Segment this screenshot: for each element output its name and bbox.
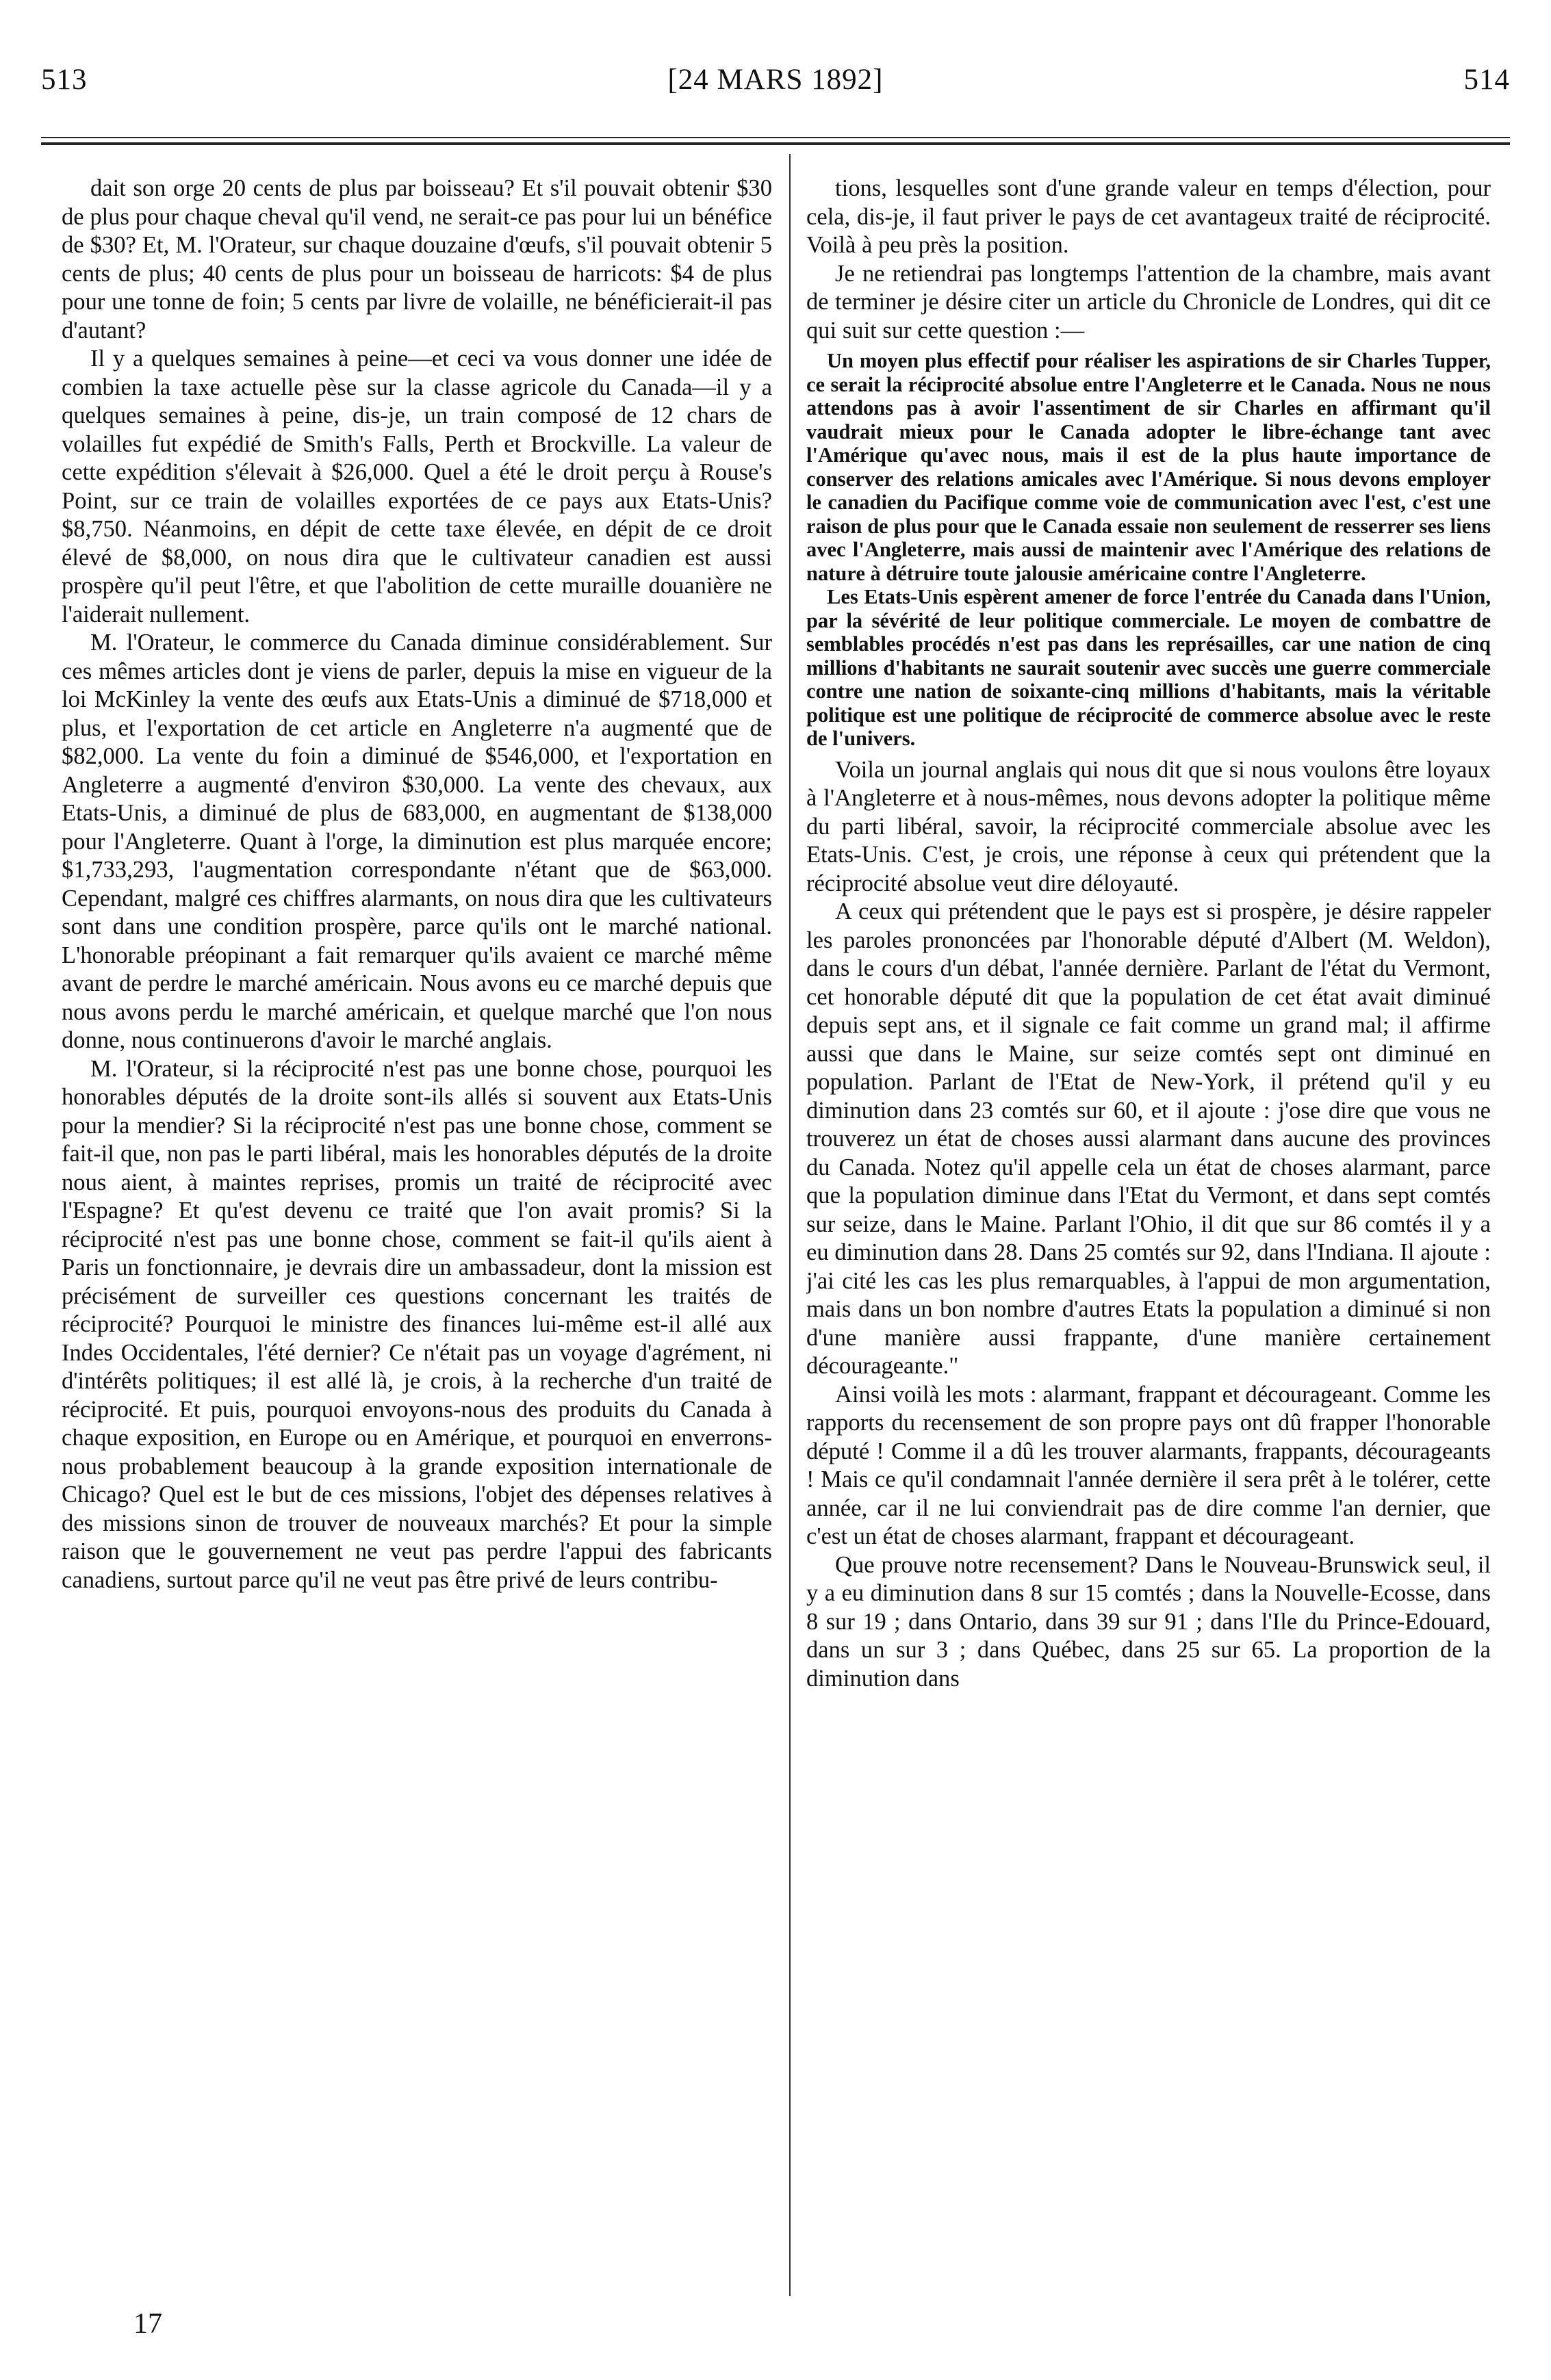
- paragraph: tions, lesquelles sont d'une grande valeur en temps d'élection, pour cela, dis-je, il faut priver le pays de cet avantageux traité de réciprocité. Voilà à peu près la position.: [806, 175, 1491, 258]
- quote-paragraph: Les Etats-Unis espèrent amener de force l'entrée du Canada dans l'Union, par la sévérité de leur politique commerciale. Le moyen de combattre de semblables procédés n'est pas dans les représailles, car une nation de cinq millions d'habitants ne saurait soutenir avec succès une guerre commerciale contre une nation de soixante-cinq millions d'habitants, mais la véritable politique est une politique de réciprocité de commerce absolue avec le reste de l'univers.: [806, 585, 1491, 750]
- session-date: [24 MARS 1892]: [667, 64, 884, 96]
- page-header: [41, 63, 1510, 111]
- right-column: [806, 174, 1491, 2310]
- page-number-right: 514: [1463, 64, 1510, 96]
- quote-paragraph: Un moyen plus effectif pour réaliser les aspirations de sir Charles Tupper, ce serait la réciprocité absolue entre l'Angleterre et le Canada. Nous ne nous attendons pas à avoir l'assentiment de sir Charles en affirmant qu'il vaudrait mieux pour le Canada adopter le libre-échange tant avec l'Amérique qu'avec nous, mais il est de la plus haute importance de conserver des relations amicales avec l'Amérique. Si nous devons employer le canadien du Pacifique comme voie de communication avec l'est, c'est une raison de plus pour que le Canada essaie non seulement de resserrer ses liens avec l'Angleterre, mais aussi de maintenir avec l'Amérique des relations de nature à détruire toute jalousie américaine contre l'Angleterre.: [806, 349, 1491, 585]
- paragraph: M. l'Orateur, si la réciprocité n'est pas une bonne chose, pourquoi les honorables députés de la droite sont-ils allés si souvent aux Etats-Unis pour la mendier? Si la réciprocité n'est pas une bonne chose, comment se fait-il que, non pas le parti libéral, mais les honorables députés de la droite nous aient, à maintes reprises, promis un traité de réciprocité avec l'Espagne? Et qu'est devenu ce traité que l'on avait promis? Si la réciprocité n'est pas une bonne chose, comment se fait-il qu'ils aient à Paris un fonctionnaire, je devrais dire un ambassadeur, dont la mission est précisément de surveiller ces questions concernant les traités de réciprocité? Pourquoi le ministre des finances lui-même est-il allé aux Indes Occidentales, l'été dernier? Ce n'était pas un voyage d'agrément, ni d'intérêts politiques; il est allé là, je crois, à la recherche d'un traité de réciprocité. Et puis, pourquoi envoyons-nous des produits du Canada à chaque exposition, en Europe ou en Amérique, et pourquoi en enverrons-nous probablement beaucoup à la grande exposition internationale de Chicago? Quel est le but de ces missions, l'objet des dépenses relatives à des missions sinon de trouver de nouveaux marchés? Et pour la simple raison que le gouvernement ne veut pas perdre l'appui des fabricants canadiens, surtout parce qu'il ne veut pas être privé de leurs contribu-: [62, 1055, 772, 1593]
- left-column: [62, 174, 772, 2310]
- column-divider: [789, 154, 791, 2296]
- header-rule-thin: [41, 137, 1510, 138]
- paragraph: A ceux qui prétendent que le pays est si prospère, je désire rappeler les paroles prononcées par l'honorable député d'Albert (M. Weldon), dans le cours d'un débat, l'année dernière. Parlant de l'état du Vermont, cet honorable député dit que la population de cet état avait diminué depuis sept ans, et il signale ce fait comme un grand mal; il affirme aussi que dans le Maine, sur seize comtés sept ont diminué en population. Parlant de l'Etat de New-York, il prétend qu'il y eu diminution dans 23 comtés sur 60, et il ajoute : j'ose dire que vous ne trouverez un état de choses aussi alarmant dans aucune des provinces du Canada. Notez qu'il appelle cela un état de choses alarmant, parce que la population diminue dans l'Etat du Vermont, et dans sept comtés sur seize, dans le Maine. Parlant l'Ohio, il dit que sur 86 comtés il y a eu diminution dans 28. Dans 25 comtés sur 92, dans l'Indiana. Il ajoute : j'ai cité les cas les plus remarquables, à l'appui de mon argumentation, mais dans un bon nombre d'autres Etats la population a diminué si non d'une manière aussi frappante, d'une manière certainement décourageante.": [806, 898, 1491, 1379]
- paragraph: Que prouve notre recensement? Dans le Nouveau-Brunswick seul, il y a eu diminution dans 8 sur 15 comtés ; dans la Nouvelle-Ecosse, dans 8 sur 19 ; dans Ontario, dans 39 sur 91 ; dans l'Ile du Prince-Edouard, dans un sur 3 ; dans Québec, dans 25 sur 65. La proportion de la diminution dans: [806, 1551, 1491, 1692]
- chronicle-quotation: [806, 349, 1491, 751]
- page-number-left: 513: [41, 64, 88, 96]
- paragraph: Je ne retiendrai pas longtemps l'attention de la chambre, mais avant de terminer je désire citer un article du Chronicle de Londres, qui dit ce qui suit sur cette question :—: [806, 260, 1491, 344]
- paragraph: dait son orge 20 cents de plus par boisseau? Et s'il pouvait obtenir $30 de plus pour chaque cheval qu'il vend, ne serait-ce pas pour lui un bénéfice de $30? Et, M. l'Orateur, sur chaque douzaine d'œufs, s'il pouvait obtenir 5 cents de plus; 40 cents de plus pour un boisseau de harricots: $4 de plus pour une tonne de foin; 5 cents par livre de volaille, ne bénéficierait-il pas d'autant?: [62, 175, 772, 344]
- paragraph: Il y a quelques semaines à peine—et ceci va vous donner une idée de combien la taxe actuelle pèse sur la classe agricole du Canada—il y a quelques semaines à peine, dis-je, un train composé de 12 chars de volailles fut expédié de Smith's Falls, Perth et Brockville. La valeur de cette expédition s'élevait à $26,000. Quel a été le droit perçu à Rouse's Point, sur ce train de volailles exportées de ce pays aux Etats-Unis? $8,750. Néanmoins, en dépit de cette taxe élevée, en dépit de ce droit élevé de $8,000, on nous dira que le cultivateur canadien est aussi prospère qu'il peut l'être, et que l'abolition de cette muraille douanière ne l'aiderait nullement.: [62, 346, 772, 628]
- paragraph: M. l'Orateur, le commerce du Canada diminue considérablement. Sur ces mêmes articles dont je viens de parler, depuis la mise en vigueur de la loi McKinley la vente des œufs aux Etats-Unis a diminué de $718,000 et plus, et l'exportation de cet article en Angleterre n'a augmenté que de $82,000. La vente du foin a diminué de $546,000, et l'exportation en Angleterre a augmenté d'environ $30,000. La vente des chevaux, aux Etats-Unis, a diminué de plus de 683,000, en augmentant de $138,000 pour l'Angleterre. Quant à l'orge, la diminution est plus marquée encore; $1,733,293, l'augmentation correspondante n'étant que de $63,000. Cependant, malgré ces chiffres alarmants, on nous dira que les cultivateurs sont dans une condition prospère, parce qu'ils ont le marché national. L'honorable préopinant a fait remarquer qu'ils avaient ce marché même avant de perdre le marché américain. Nous avons eu ce marché depuis que nous avons perdu le marché américain, et quelque marché que l'on nous donne, nous continuerons d'avoir le marché anglais.: [62, 630, 772, 1053]
- signature-mark: 17: [133, 2308, 162, 2340]
- paragraph: Ainsi voilà les mots : alarmant, frappant et décourageant. Comme les rapports du recensement de son propre pays ont dû frapper l'honorable député ! Comme il a dû les trouver alarmants, frappants, décourageants ! Mais ce qu'il condamnait l'année dernière il sera prêt à le tolérer, cette année, car il ne lui conviendrait pas de dire comme l'an dernier, que c'est un état de choses alarmant, frappant et décourageant.: [806, 1381, 1491, 1549]
- paragraph: Voila un journal anglais qui nous dit que si nous voulons être loyaux à l'Angleterre et à nous-mêmes, nous devons adopter la politique même du parti libéral, savoir, la réciprocité commerciale absolue avec les Etats-Unis. C'est, je crois, une réponse à ceux qui prétendent que la réciprocité absolue veut dire déloyauté.: [806, 756, 1491, 896]
- header-rule-thick: [41, 142, 1510, 145]
